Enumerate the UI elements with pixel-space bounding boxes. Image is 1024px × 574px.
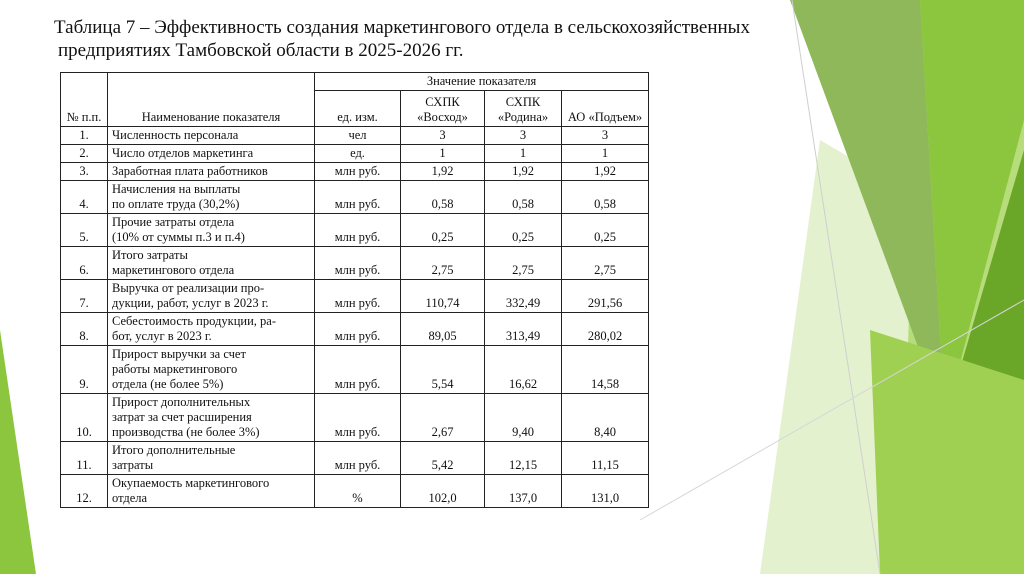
row-value-org3: 280,02 (562, 313, 649, 346)
row-value-org2: 0,25 (485, 214, 562, 247)
row-unit: млн руб. (315, 280, 401, 313)
indicator-name-line: бот, услуг в 2023 г. (112, 329, 212, 343)
header-unit: ед. изм. (315, 91, 401, 127)
row-value-org3: 14,58 (562, 346, 649, 394)
indicator-table (60, 72, 649, 508)
row-indicator-name (108, 163, 315, 181)
row-unit: млн руб. (315, 313, 401, 346)
row-value-org1: 110,74 (401, 280, 485, 313)
row-value-org2: 313,49 (485, 313, 562, 346)
row-value-org1: 0,25 (401, 214, 485, 247)
row-indicator-name (108, 475, 315, 508)
table-row (61, 313, 649, 346)
row-number: 11. (61, 442, 108, 475)
header-name: Наименование показателя (108, 73, 315, 127)
row-indicator-name (108, 214, 315, 247)
indicator-name-line: Итого затраты (112, 248, 188, 262)
row-value-org3: 291,56 (562, 280, 649, 313)
row-unit: млн руб. (315, 442, 401, 475)
indicator-name-line: Заработная плата работников (112, 164, 268, 178)
row-number: 1. (61, 127, 108, 145)
deco-green-left-strip (0, 330, 36, 574)
row-value-org1: 1 (401, 145, 485, 163)
header-num: № п.п. (61, 73, 108, 127)
row-value-org2: 16,62 (485, 346, 562, 394)
row-indicator-name (108, 280, 315, 313)
row-number: 7. (61, 280, 108, 313)
table-row (61, 127, 649, 145)
indicator-name-line: маркетингового отдела (112, 263, 235, 277)
row-value-org1: 89,05 (401, 313, 485, 346)
row-unit: млн руб. (315, 181, 401, 214)
row-value-org2: 12,15 (485, 442, 562, 475)
row-number: 8. (61, 313, 108, 346)
row-number: 6. (61, 247, 108, 280)
row-unit: млн руб. (315, 394, 401, 442)
row-value-org1: 5,42 (401, 442, 485, 475)
row-value-org1: 3 (401, 127, 485, 145)
table-row (61, 181, 649, 214)
header-org1: СХПК «Восход» (401, 91, 485, 127)
slide-title (54, 16, 774, 62)
indicator-name-line: Численность персонала (112, 128, 239, 142)
row-unit: млн руб. (315, 214, 401, 247)
header-org3: АО «Подъем» (562, 91, 649, 127)
row-value-org2: 1,92 (485, 163, 562, 181)
row-number: 12. (61, 475, 108, 508)
indicator-name-line: отдела (112, 491, 148, 505)
indicator-name-line: Прирост дополнительных (112, 395, 251, 409)
indicator-name-line: по оплате труда (30,2%) (112, 197, 240, 211)
row-unit: чел (315, 127, 401, 145)
indicator-name-line: Окупаемость маркетингового (112, 476, 270, 490)
row-value-org3: 0,58 (562, 181, 649, 214)
row-value-org1: 5,54 (401, 346, 485, 394)
indicator-name-line: производства (не более 3%) (112, 425, 260, 439)
row-value-org2: 0,58 (485, 181, 562, 214)
indicator-name-line: Выручка от реализации про- (112, 281, 265, 295)
row-indicator-name (108, 127, 315, 145)
row-number: 5. (61, 214, 108, 247)
row-indicator-name (108, 247, 315, 280)
header-org2: СХПК «Родина» (485, 91, 562, 127)
row-number: 9. (61, 346, 108, 394)
row-value-org3: 1,92 (562, 163, 649, 181)
indicator-name-line: Себестоимость продукции, ра- (112, 314, 276, 328)
row-indicator-name (108, 145, 315, 163)
row-number: 2. (61, 145, 108, 163)
row-value-org2: 1 (485, 145, 562, 163)
row-number: 10. (61, 394, 108, 442)
row-value-org2: 9,40 (485, 394, 562, 442)
table-body (61, 127, 649, 508)
table-row (61, 346, 649, 394)
row-value-org2: 3 (485, 127, 562, 145)
row-indicator-name (108, 394, 315, 442)
row-unit: млн руб. (315, 247, 401, 280)
row-number: 4. (61, 181, 108, 214)
table-row (61, 475, 649, 508)
row-value-org3: 3 (562, 127, 649, 145)
indicator-name-line: Число отделов маркетинга (112, 146, 254, 160)
row-value-org1: 2,75 (401, 247, 485, 280)
table-row (61, 214, 649, 247)
row-value-org3: 131,0 (562, 475, 649, 508)
row-value-org3: 1 (562, 145, 649, 163)
indicator-name-line: Прочие затраты отдела (112, 215, 235, 229)
title-line-2: предприятиях Тамбовской области в 2025-2026 гг. (58, 40, 464, 61)
row-unit: млн руб. (315, 346, 401, 394)
row-value-org1: 102,0 (401, 475, 485, 508)
row-value-org3: 0,25 (562, 214, 649, 247)
row-unit: млн руб. (315, 163, 401, 181)
table-row (61, 163, 649, 181)
table-header-row-1 (61, 73, 649, 91)
indicator-name-line: Начисления на выплаты (112, 182, 241, 196)
row-value-org3: 2,75 (562, 247, 649, 280)
row-value-org3: 11,15 (562, 442, 649, 475)
table-row (61, 442, 649, 475)
row-unit: ед. (315, 145, 401, 163)
row-indicator-name (108, 181, 315, 214)
indicator-name-line: отдела (не более 5%) (112, 377, 224, 391)
indicator-name-line: затраты (112, 458, 154, 472)
indicator-name-line: Итого дополнительные (112, 443, 236, 457)
header-group: Значение показателя (315, 73, 649, 91)
table-row (61, 394, 649, 442)
row-indicator-name (108, 346, 315, 394)
table-row (61, 247, 649, 280)
indicator-name-line: Прирост выручки за счет (112, 347, 246, 361)
row-value-org3: 8,40 (562, 394, 649, 442)
indicator-name-line: (10% от суммы п.3 и п.4) (112, 230, 245, 244)
indicator-name-line: дукции, работ, услуг в 2023 г. (112, 296, 269, 310)
row-value-org2: 137,0 (485, 475, 562, 508)
table-row (61, 280, 649, 313)
indicator-name-line: работы маркетингового (112, 362, 238, 376)
row-indicator-name (108, 442, 315, 475)
row-unit: % (315, 475, 401, 508)
row-value-org1: 0,58 (401, 181, 485, 214)
row-value-org1: 1,92 (401, 163, 485, 181)
row-value-org2: 2,75 (485, 247, 562, 280)
row-value-org1: 2,67 (401, 394, 485, 442)
row-indicator-name (108, 313, 315, 346)
indicator-name-line: затрат за счет расширения (112, 410, 252, 424)
row-number: 3. (61, 163, 108, 181)
row-value-org2: 332,49 (485, 280, 562, 313)
title-line-1: Таблица 7 – Эффективность создания маркетингового отдела в сельскохозяйственных (54, 17, 750, 38)
table-row (61, 145, 649, 163)
